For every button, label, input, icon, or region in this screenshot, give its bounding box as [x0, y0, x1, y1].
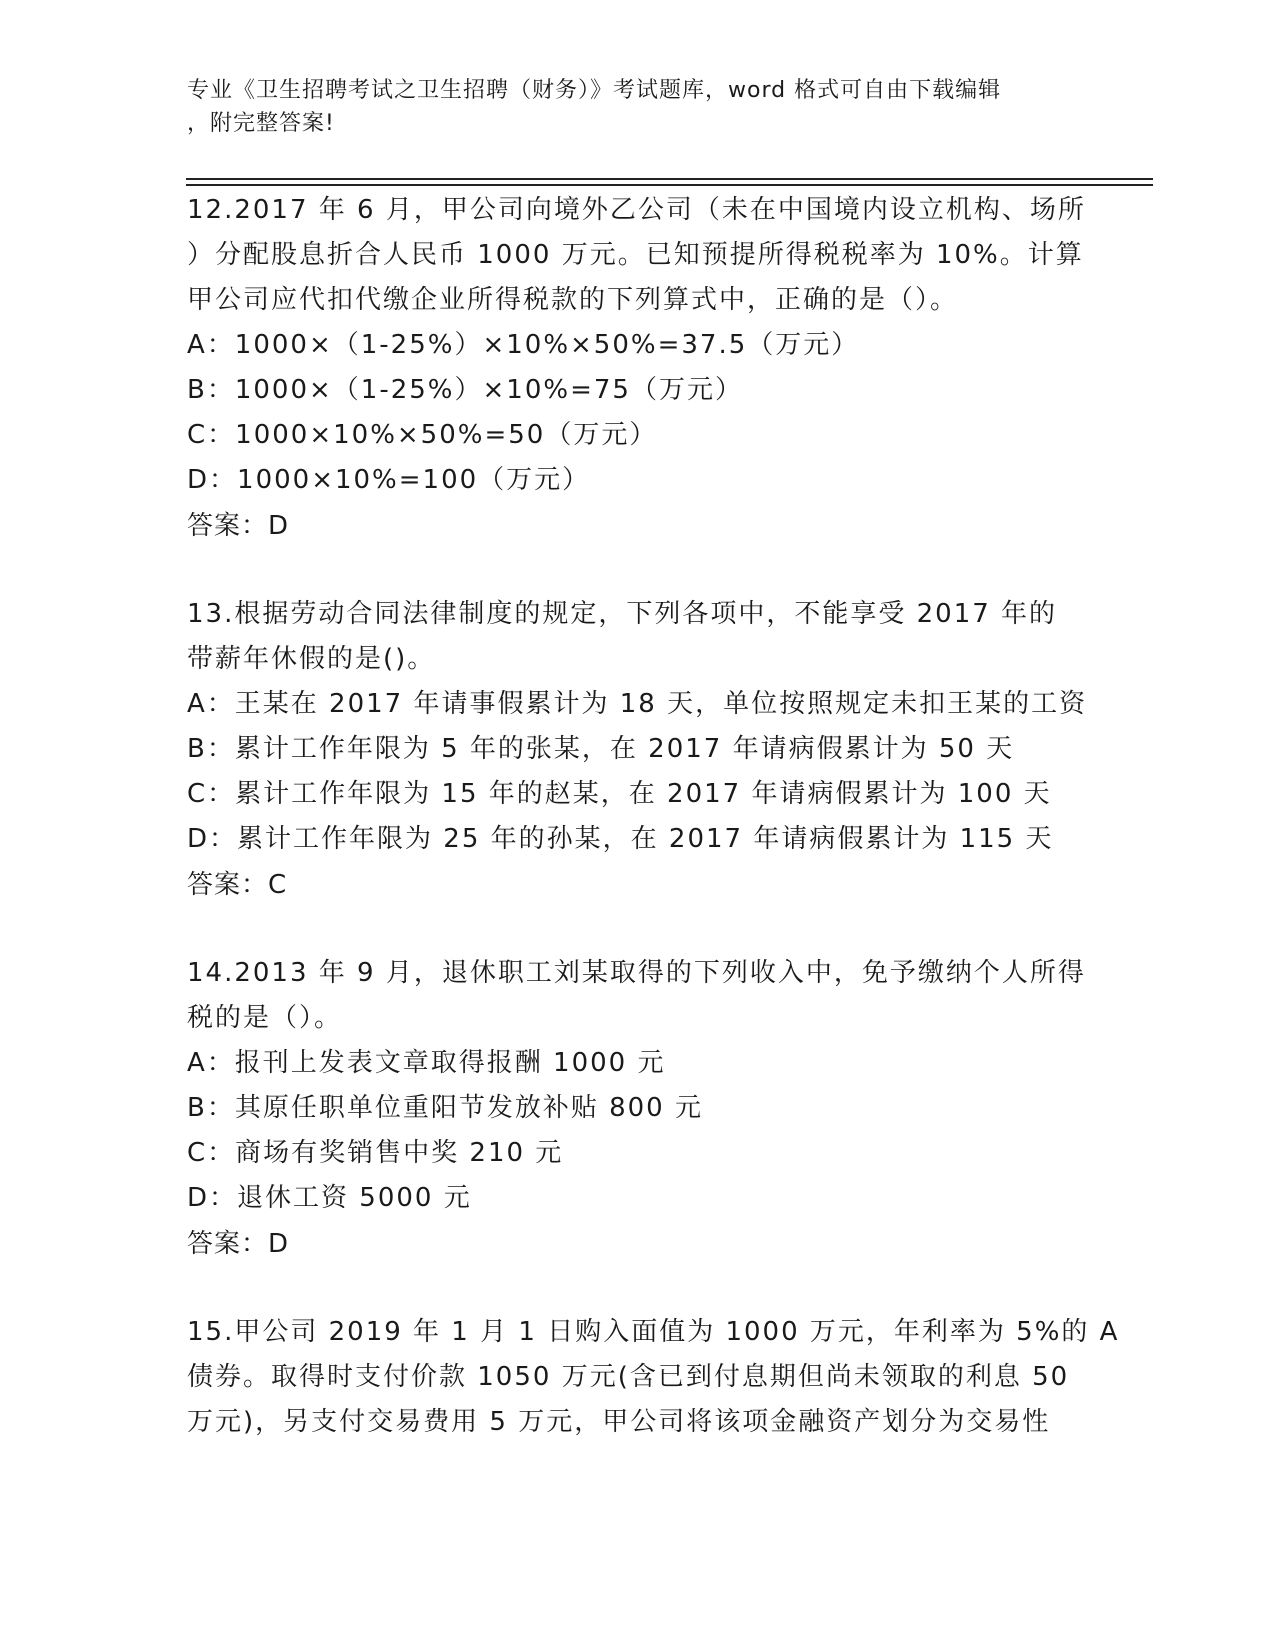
header-divider-bottom — [186, 184, 1153, 186]
question-text-line: 12.2017 年 6 月，甲公司向境外乙公司（未在中国境内设立机构、场所 — [187, 195, 1086, 225]
answer-label: 答案：D — [187, 1229, 290, 1259]
option-b: B：1000×（1-25%）×10%=75（万元） — [187, 375, 743, 405]
answer-label: 答案：C — [187, 870, 288, 900]
question-15 — [187, 1310, 1120, 1445]
option-a: A：报刊上发表文章取得报酬 1000 元 — [187, 1048, 666, 1078]
option-d: D：累计工作年限为 25 年的孙某，在 2017 年请病假累计为 115 天 — [187, 824, 1054, 854]
question-13 — [187, 592, 1087, 908]
answer-label: 答案：D — [187, 511, 290, 541]
option-c: C：累计工作年限为 15 年的赵某，在 2017 年请病假累计为 100 天 — [187, 779, 1052, 809]
question-text-line: 税的是（）。 — [187, 1003, 343, 1033]
option-b: B：其原任职单位重阳节发放补贴 800 元 — [187, 1093, 703, 1123]
option-c: C：商场有奖销售中奖 210 元 — [187, 1138, 564, 1168]
option-d: D：1000×10%=100（万元） — [187, 465, 591, 495]
question-gap — [187, 1267, 1087, 1310]
question-12 — [187, 188, 1087, 549]
question-gap — [187, 549, 1087, 592]
question-text-line: 万元)，另支付交易费用 5 万元，甲公司将该项金融资产划分为交易性 — [187, 1407, 1051, 1437]
option-c: C：1000×10%×50%=50（万元） — [187, 420, 658, 450]
question-text-line: 15.甲公司 2019 年 1 月 1 日购入面值为 1000 万元，年利率为 5%的 A — [187, 1317, 1120, 1347]
question-text-line: 带薪年休假的是()。 — [187, 644, 436, 674]
option-a: A：1000×（1-25%）×10%×50%=37.5（万元） — [187, 330, 860, 360]
question-text-line: 14.2013 年 9 月，退休职工刘某取得的下列收入中，免予缴纳个人所得 — [187, 958, 1086, 988]
question-gap — [187, 908, 1087, 951]
document-header — [187, 74, 1067, 140]
header-line-1: 专业《卫生招聘考试之卫生招聘（财务）》考试题库，word 格式可自由下载编辑 — [187, 78, 1002, 103]
option-d: D：退休工资 5000 元 — [187, 1183, 472, 1213]
option-b: B：累计工作年限为 5 年的张某，在 2017 年请病假累计为 50 天 — [187, 734, 1015, 764]
question-text-line: 13.根据劳动合同法律制度的规定，下列各项中，不能享受 2017 年的 — [187, 599, 1058, 629]
option-a: A：王某在 2017 年请事假累计为 18 天，单位按照规定未扣王某的工资 — [187, 689, 1088, 719]
question-14 — [187, 951, 1087, 1267]
header-divider-top — [186, 178, 1153, 180]
question-text-line: 甲公司应代扣代缴企业所得税款的下列算式中，正确的是（）。 — [187, 285, 959, 315]
question-text-line: ）分配股息折合人民币 1000 万元。已知预提所得税税率为 10%。计算 — [187, 240, 1084, 270]
question-text-line: 债券。取得时支付价款 1050 万元(含已到付息期但尚未领取的利息 50 — [187, 1362, 1070, 1392]
question-list — [187, 188, 1120, 1445]
header-line-2: ，附完整答案! — [187, 111, 335, 136]
